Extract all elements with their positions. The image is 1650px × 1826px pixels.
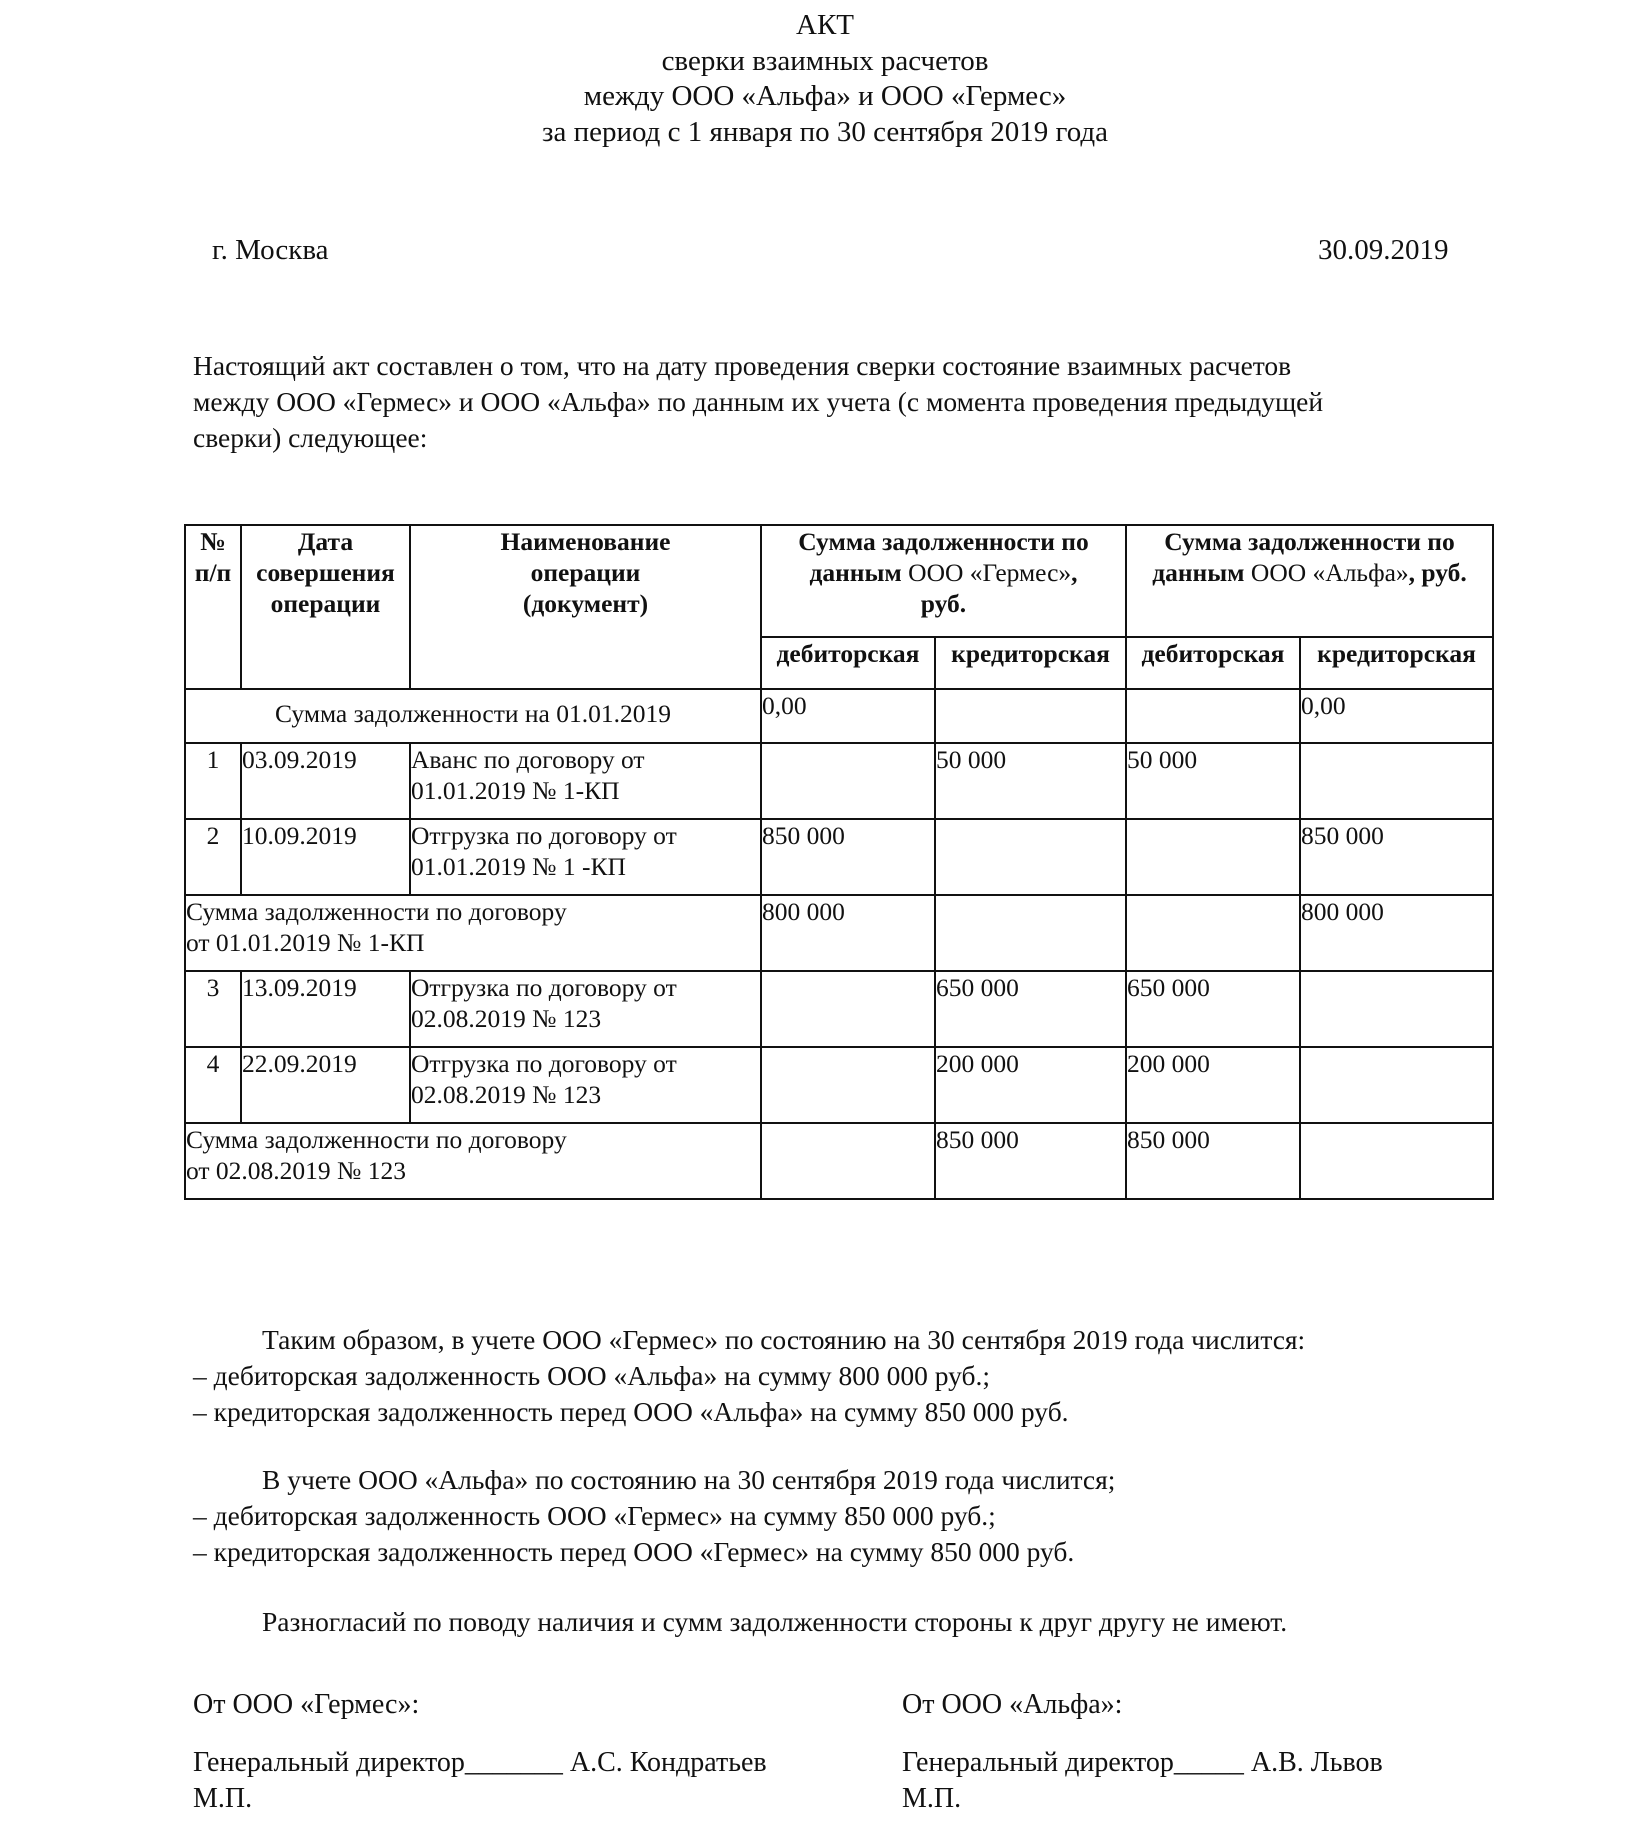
intro-line: сверки) следующее: (193, 422, 428, 453)
no-disputes-line: Разногласий по поводу наличия и сумм задолженности стороны к друг другу не имеют. (262, 1606, 1288, 1637)
subheader-hermes-debit: дебиторская (761, 637, 935, 689)
operation-name-line: 02.08.2019 № 123 (411, 1080, 602, 1109)
conclusion-line: – кредиторская задолженность перед ООО «Альфа» на сумму 850 000 руб. (193, 1396, 1069, 1427)
cell-hermes-debit (761, 1123, 935, 1199)
cell-alfa-credit (1300, 1123, 1493, 1199)
header-alfa-line: Сумма задолженности по (1164, 527, 1455, 556)
conclusion-alfa (193, 1462, 1493, 1570)
table-row (185, 1047, 1493, 1123)
cell-hermes-debit (761, 1047, 935, 1123)
cell-date: 22.09.2019 (241, 1047, 410, 1123)
cell-hermes-credit: 650 000 (935, 971, 1126, 1047)
header-hermes-line (762, 557, 1125, 588)
signature-hermes-line (193, 1745, 767, 1781)
cell-hermes-credit: 850 000 (935, 1123, 1126, 1199)
operation-name-line: Отгрузка по договору от (411, 821, 677, 850)
subtotal-label-line: Сумма задолженности по договору (186, 1125, 567, 1154)
header-date (241, 525, 410, 689)
cell-alfa-credit (1300, 971, 1493, 1047)
cell-operation-name (410, 819, 761, 895)
operation-name-line: 02.08.2019 № 123 (411, 1004, 602, 1033)
cell-alfa-debit (1126, 689, 1300, 743)
signature-alfa-name: А.В. Львов (1250, 1747, 1383, 1778)
conclusion-line: В учете ООО «Альфа» по состоянию на 30 сентября 2019 года числится; (262, 1464, 1116, 1495)
cell-alfa-debit (1126, 895, 1300, 971)
document-place: г. Москва (212, 234, 329, 266)
header-num-line: № (200, 527, 226, 556)
header-date-line: совершения (256, 558, 395, 587)
subheader-hermes-credit: кредиторская (935, 637, 1126, 689)
header-hermes-debt (761, 525, 1126, 637)
document-title-block (0, 8, 1650, 150)
signature-alfa-from: От ООО «Альфа»: (902, 1689, 1123, 1720)
document-subtitle-line: за период с 1 января по 30 сентября 2019 года (542, 115, 1108, 148)
document-title: АКТ (796, 9, 854, 41)
header-alfa-debt (1126, 525, 1493, 637)
subtotal-label (185, 1123, 761, 1199)
cell-hermes-credit: 50 000 (935, 743, 1126, 819)
header-operation-name (410, 525, 761, 689)
opening-balance-label: Сумма задолженности на 01.01.2019 (185, 689, 761, 743)
table-row (185, 819, 1493, 895)
cell-hermes-credit (935, 819, 1126, 895)
subheader-alfa-credit: кредиторская (1300, 637, 1493, 689)
operation-name-line: Аванс по договору от (411, 745, 645, 774)
signature-alfa-line (902, 1745, 1383, 1781)
subtotal-label (185, 895, 761, 971)
header-date-line: операции (270, 589, 381, 618)
header-hermes-company: ООО «Гермес» (901, 558, 1072, 587)
cell-alfa-debit (1126, 819, 1300, 895)
cell-alfa-debit: 650 000 (1126, 971, 1300, 1047)
cell-hermes-debit: 850 000 (761, 819, 935, 895)
table-row (185, 743, 1493, 819)
cell-num: 2 (185, 819, 241, 895)
signature-hermes-from: От ООО «Гермес»: (193, 1689, 420, 1720)
document-subtitle-line: между ООО «Альфа» и ООО «Гермес» (583, 80, 1067, 112)
header-date-line: Дата (297, 527, 354, 556)
cell-hermes-credit (935, 689, 1126, 743)
conclusion-line: Таким образом, в учете ООО «Гермес» по состоянию на 30 сентября 2019 года числится: (262, 1324, 1306, 1355)
cell-date: 13.09.2019 (241, 971, 410, 1047)
document-subtitle-line: сверки взаимных расчетов (661, 44, 989, 77)
cell-num: 3 (185, 971, 241, 1047)
cell-hermes-credit: 200 000 (935, 1047, 1126, 1123)
cell-alfa-credit: 0,00 (1300, 689, 1493, 743)
cell-alfa-credit: 850 000 (1300, 819, 1493, 895)
operation-name-line: 01.01.2019 № 1-КП (411, 776, 620, 805)
intro-line: Настоящий акт составлен о том, что на дату проведения сверки состояние взаимных расчетов (193, 350, 1292, 381)
table-row (185, 971, 1493, 1047)
header-alfa-line (1127, 557, 1492, 588)
table-row-opening-balance (185, 689, 1493, 743)
document-date: 30.09.2019 (1318, 234, 1449, 266)
header-alfa-currency: , руб. (1408, 558, 1467, 587)
subtotal-label-line: от 01.01.2019 № 1-КП (186, 928, 425, 957)
cell-operation-name (410, 971, 761, 1047)
signature-hermes-position: Генеральный директор_______ (193, 1747, 563, 1778)
subtotal-label-line: от 02.08.2019 № 123 (186, 1156, 407, 1185)
intro-paragraph (193, 348, 1493, 456)
cell-operation-name (410, 743, 761, 819)
cell-alfa-credit (1300, 743, 1493, 819)
header-hermes-bold: данным (809, 558, 902, 587)
signature-alfa-stamp: М.П. (902, 1783, 962, 1814)
cell-hermes-debit (761, 743, 935, 819)
cell-date: 03.09.2019 (241, 743, 410, 819)
operation-name-line: 01.01.2019 № 1 -КП (411, 852, 626, 881)
cell-alfa-credit: 800 000 (1300, 895, 1493, 971)
table-header-row (185, 525, 1493, 637)
cell-alfa-debit: 50 000 (1126, 743, 1300, 819)
conclusion-line: – кредиторская задолженность перед ООО «Гермес» на сумму 850 000 руб. (193, 1536, 1075, 1567)
cell-date: 10.09.2019 (241, 819, 410, 895)
header-alfa-bold: данным (1152, 558, 1245, 587)
conclusion-line: – дебиторская задолженность ООО «Альфа» на сумму 800 000 руб.; (193, 1360, 991, 1391)
header-num (185, 525, 241, 689)
header-name-line: операции (530, 558, 641, 587)
table-row-subtotal (185, 1123, 1493, 1199)
subheader-alfa-debit: дебиторская (1126, 637, 1300, 689)
cell-hermes-credit (935, 895, 1126, 971)
header-alfa-company: ООО «Альфа» (1244, 558, 1409, 587)
conclusion-hermes (193, 1322, 1493, 1430)
operation-name-line: Отгрузка по договору от (411, 973, 677, 1002)
cell-operation-name (410, 1047, 761, 1123)
cell-hermes-debit: 800 000 (761, 895, 935, 971)
subtotal-label-line: Сумма задолженности по договору (186, 897, 567, 926)
header-name-line: Наименование (500, 527, 671, 556)
conclusion-line: – дебиторская задолженность ООО «Гермес» на сумму 850 000 руб.; (193, 1500, 996, 1531)
cell-alfa-credit (1300, 1047, 1493, 1123)
cell-num: 1 (185, 743, 241, 819)
signature-hermes-stamp: М.П. (193, 1783, 253, 1814)
cell-num: 4 (185, 1047, 241, 1123)
table-row-subtotal (185, 895, 1493, 971)
no-disputes-statement (193, 1604, 1493, 1640)
header-hermes-line: Сумма задолженности по (798, 527, 1089, 556)
intro-line: между ООО «Гермес» и ООО «Альфа» по данным их учета (с момента проведения предыдущей (193, 386, 1324, 417)
cell-alfa-debit: 850 000 (1126, 1123, 1300, 1199)
signature-alfa-position: Генеральный директор_____ (902, 1747, 1244, 1778)
header-name-line: (документ) (522, 589, 649, 618)
header-num-line: п/п (194, 558, 232, 587)
cell-alfa-debit: 200 000 (1126, 1047, 1300, 1123)
cell-hermes-debit: 0,00 (761, 689, 935, 743)
signature-hermes-name: А.С. Кондратьев (569, 1747, 767, 1778)
reconciliation-table (184, 524, 1494, 1200)
cell-hermes-debit (761, 971, 935, 1047)
operation-name-line: Отгрузка по договору от (411, 1049, 677, 1078)
header-hermes-comma: , (1071, 558, 1078, 587)
header-hermes-currency: руб. (920, 589, 967, 618)
